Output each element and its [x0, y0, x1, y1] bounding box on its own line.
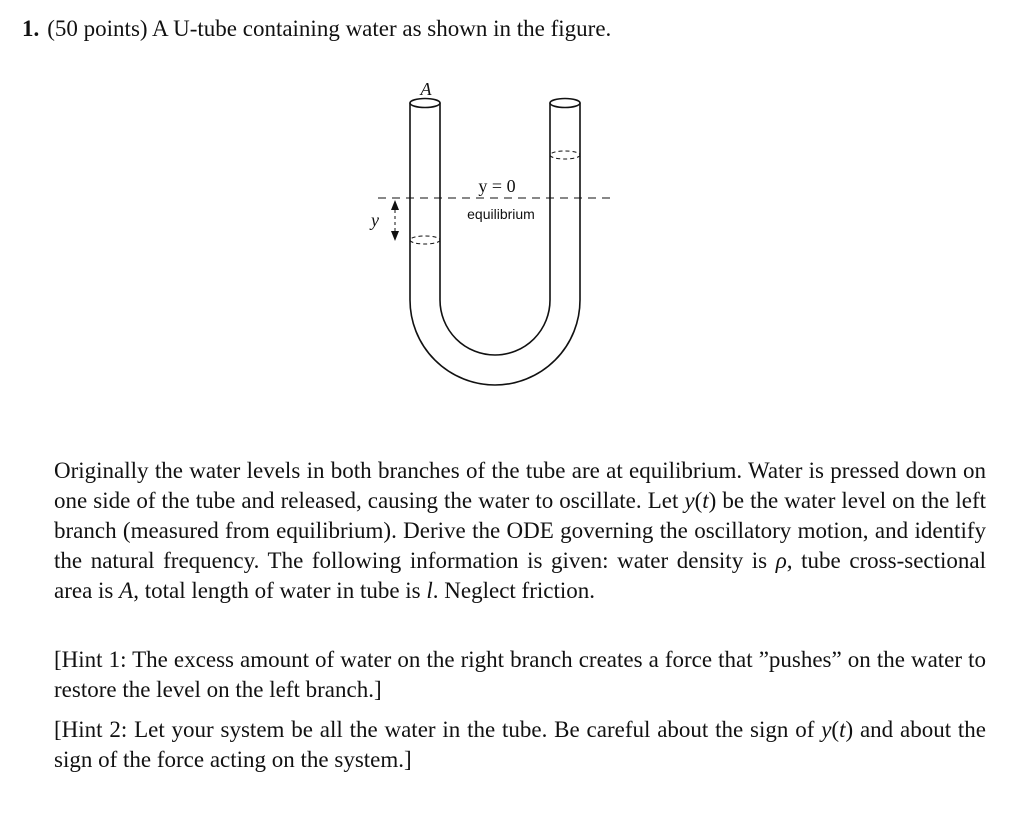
right-tube-opening — [550, 99, 580, 108]
left-water-surface — [410, 236, 440, 244]
problem-statement: Originally the water levels in both branches of the tube are at equilibrium. Water is pressed down on one side of the tube and released, causing the water to oscillate. Let y(t) be the water level on the left branch (measured from equilibrium). Derive the ODE governing the oscillatory motion, and identify the natural frequency. The following information is given: water density is ρ, tube cross-sectional area is A, total length of water in tube is l. Neglect friction. — [54, 458, 987, 603]
tube-outer-wall — [410, 103, 580, 385]
problem-title: (50 points) A U-tube containing water as shown in the figure. — [47, 16, 612, 41]
y-label: y — [371, 210, 379, 230]
area-label: A — [420, 79, 432, 99]
hint-1: [Hint 1: The excess amount of water on the right branch creates a force that ”pushes” on the water to restore the level on the left branch.] — [54, 647, 986, 702]
equilibrium-label: equilibrium — [467, 206, 535, 222]
problem-number: 1. — [22, 16, 40, 41]
hint-2: [Hint 2: Let your system be all the water in the tube. Be careful about the sign of y(t) and about the sign of the force acting on the system.] — [54, 717, 987, 772]
y-arrow-down — [391, 231, 399, 241]
right-water-surface — [550, 151, 580, 159]
tube-inner-wall — [440, 103, 550, 355]
y-zero-label: y = 0 — [478, 176, 516, 196]
y-arrow-up — [391, 200, 399, 210]
left-tube-opening — [410, 99, 440, 108]
